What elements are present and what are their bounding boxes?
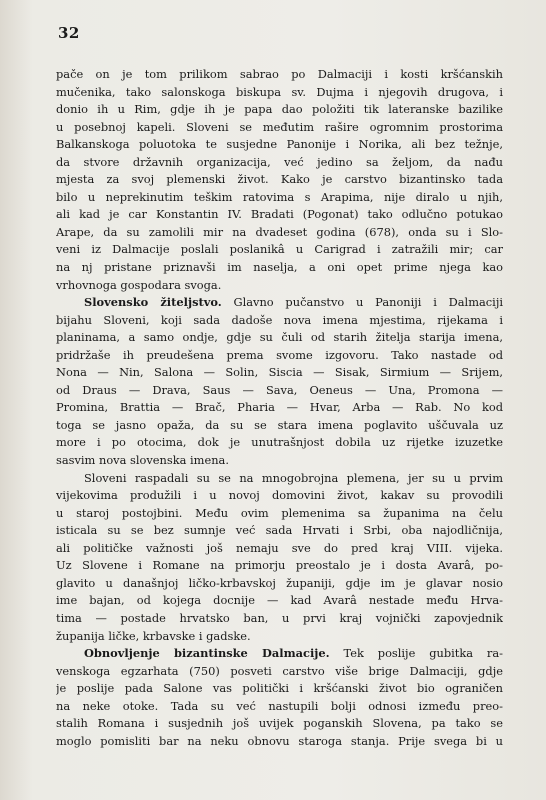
text-line: na nj pristane priznavši im naselja, a oni opet prime njega kao <box>56 260 503 275</box>
text-line: ali kad je car Konstantin IV. Bradati (Pogonat) tako odlučno potukao <box>56 207 503 222</box>
text-line: Sloveni raspadali su se na mnogobrojna plemena, jer su u prvim <box>84 470 503 485</box>
page-number: 32 <box>58 24 80 42</box>
text-line: ime bajan, od kojega docnije — kad Avarâ nestade među Hrva- <box>56 593 503 608</box>
text-line: u staroj postojbini. Među ovim plemenima sa županima na čelu <box>56 505 503 520</box>
text-line: glavito u današnjoj ličko-krbavskoj županiji, gdje im je glavar nosio <box>56 575 503 590</box>
text-line: moglo pomisliti bar na neku obnovu staroga stanja. Prije svega bi u <box>56 733 503 748</box>
text-line: bilo u neprekinutim teškim ratovima s Arapima, nije diralo u njih, <box>56 189 503 204</box>
text-line: stalih Romana i susjednih još uvijek poganskih Slovena, pa tako se <box>56 716 503 731</box>
text-line: vrhovnoga gospodara svoga. <box>56 277 222 292</box>
text-line: je poslije pada Salone vas politički i kršćanski život bio ograničen <box>56 681 503 696</box>
text-line: mjesta za svoj plemenski život. Kako je carstvo bizantinsko tada <box>56 172 503 187</box>
text-line: Promina, Brattia — Brač, Pharia — Hvar, Arba — Rab. No kod <box>56 400 503 415</box>
text-line: bijahu Sloveni, koji sada dadoše nova imena mjestima, rijekama i <box>56 312 503 327</box>
text-line: tima — postade hrvatsko ban, u prvi kraj vojnički zapovjednik <box>56 610 503 625</box>
text-line: pridržaše ih preudešena prema svome izgovoru. Tako nastade od <box>56 347 503 362</box>
text-line: da stvore državnih organizacija, već jedino sa željom, da nađu <box>56 154 503 169</box>
section-heading: Obnovljenje bizantinske Dalmacije. <box>84 646 330 661</box>
text-line: veni iz Dalmacije poslali poslanikâ u Carigrad i zatražili mir; car <box>56 242 503 257</box>
text-line: toga se jasno opaža, da su se stara imena poglavito uščuvala uz <box>56 417 503 432</box>
text-line: planinama, a samo ondje, gdje su čuli od starih žitelja starija imena, <box>56 330 503 345</box>
text-line: isticala su se bez sumnje već sada Hrvati i Srbi, oba najodličnija, <box>56 523 503 538</box>
text-line: Slovensko žiteljstvo. Glavno pučanstvo u Panoniji i Dalmaciji <box>84 295 503 310</box>
text-line: donio ih u Rim, gdje ih je papa dao položiti tik lateranske bazilike <box>56 102 503 117</box>
body-text <box>56 66 503 750</box>
text-line: Nona — Nin, Salona — Solin, Siscia — Sisak, Sirmium — Srijem, <box>56 365 503 380</box>
text-line: vijekovima produžili i u novoj domovini život, kakav su provodili <box>56 488 503 503</box>
text-line: Arape, da su zamolili mir na dvadeset godina (678), onda su i Slo- <box>56 224 503 239</box>
text-line: sasvim nova slovenska imena. <box>56 453 229 468</box>
text-line: županija ličke, krbavske i gadske. <box>56 628 251 643</box>
text-line: venskoga egzarhata (750) posveti carstvo više brige Dalmaciji, gdje <box>56 663 503 678</box>
text-line: Obnovljenje bizantinske Dalmacije. Tek poslije gubitka ra- <box>84 646 503 661</box>
text-line: na neke otoke. Tada su već nastupili bolji odnosi između preo- <box>56 698 503 713</box>
text-line: u posebnoj kapeli. Sloveni se međutim raširе ogromnim prostorima <box>56 119 503 134</box>
text-line: Uz Slovene i Romane na primorju preostalo je i dosta Avarâ, po- <box>56 558 503 573</box>
text-line: pače on je tom prilikom sabrao po Dalmaciji i kosti kršćanskih <box>56 67 503 81</box>
text-line: ali političke važnosti još nemaju sve do pred kraj VIII. vijeka. <box>56 540 503 555</box>
text-line: Balkanskoga poluotoka te susjedne Panonije i Norika, ali bez težnje, <box>56 137 503 152</box>
text-line: mučenika, tako salonskoga biskupa sv. Dujma i njegovih drugova, i <box>56 84 503 99</box>
text-line: od Draus — Drava, Saus — Sava, Oeneus — Una, Promona — <box>56 382 503 397</box>
text-line: more i po otocima, dok je unutrašnjost dobila uz rijetke izuzetke <box>56 435 503 450</box>
section-heading: Slovensko žiteljstvo. <box>84 295 222 310</box>
